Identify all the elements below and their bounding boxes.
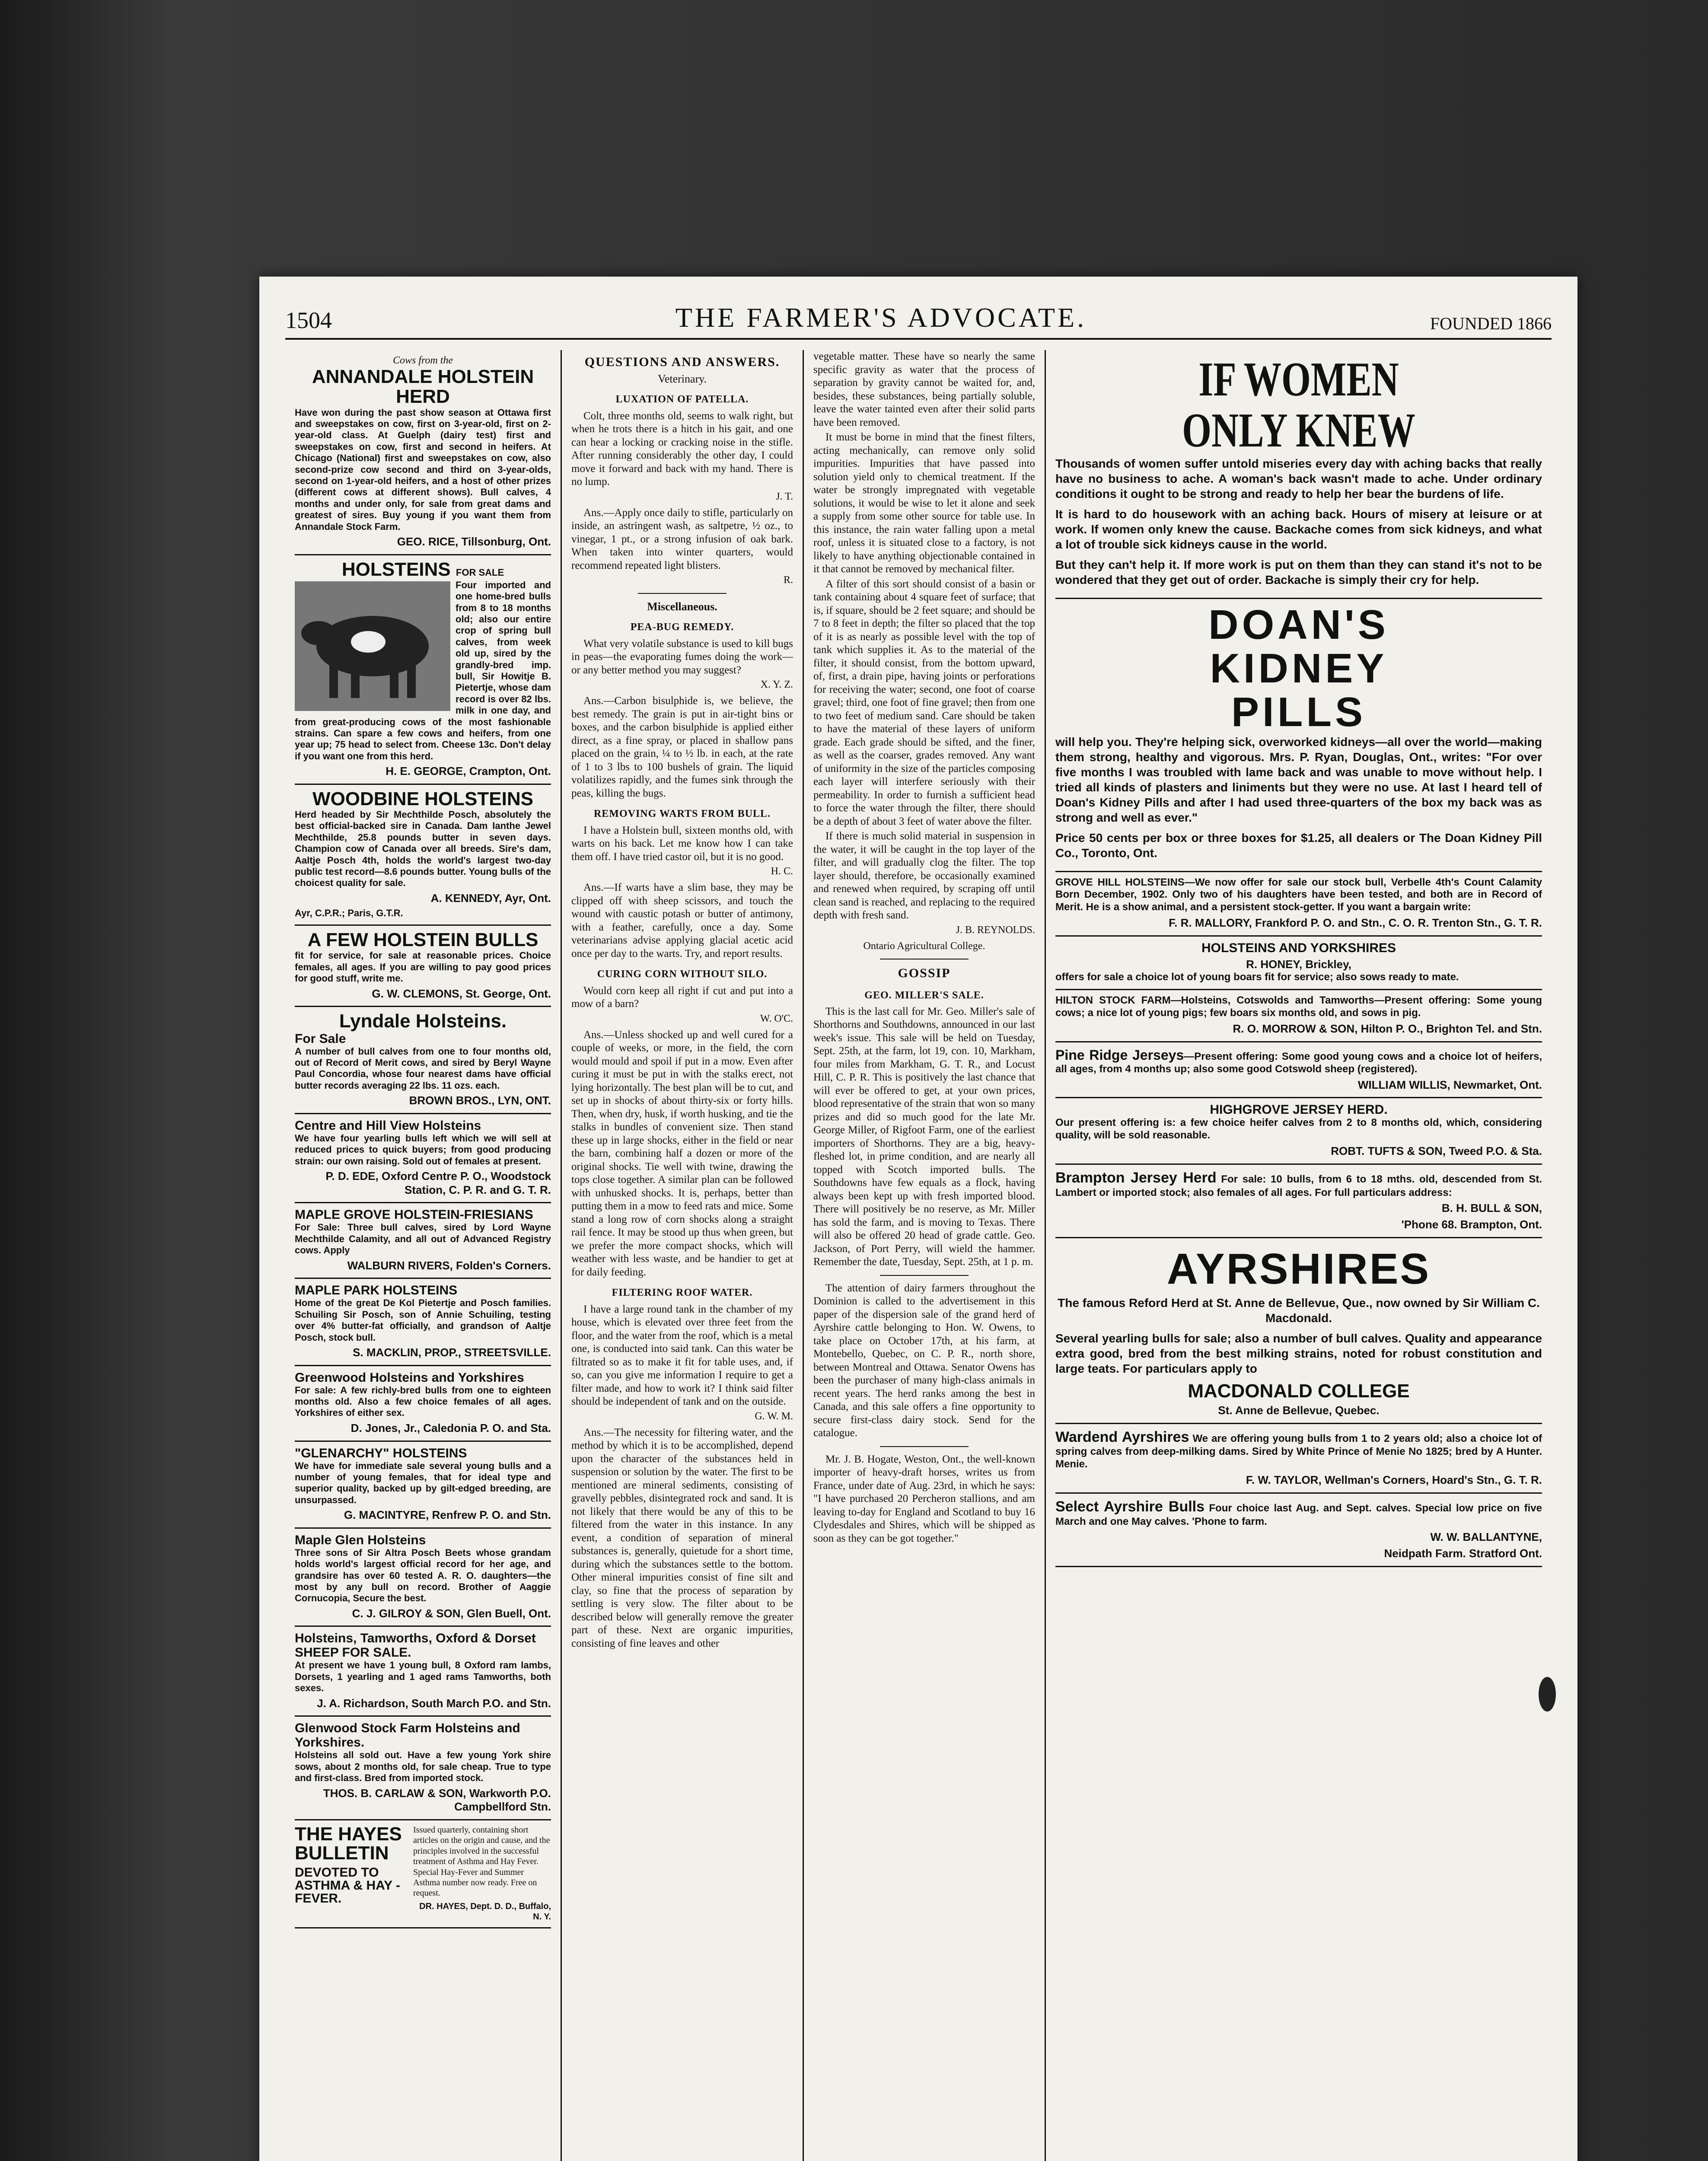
ad-body: GROVE HILL HOLSTEINS—We now offer for sale our stock bull, Verbelle 4th's Count Calamity Born December, 1902. Only two of his daughters have been tested, and both are in Record of Merit. He is a show animal, and a persistent stock-getter. If you want a bargain write: xyxy=(1055,876,1542,913)
article-answer: Ans.—If warts have a slim base, they may be clipped off with sheep scissors, and touch the wound with caustic potash or butter of antimony, with a feather, carefully, once a day. Some veterinarians advise applying glacial acetic acid once per day to the warts. Try, and report results. xyxy=(571,882,793,959)
ad-title: MAPLE GROVE HOLSTEIN-FRIESIANS xyxy=(295,1208,533,1222)
ad-signature: MACDONALD COLLEGE xyxy=(1188,1380,1410,1402)
ad-signature: WALBURN RIVERS, Folden's Corners. xyxy=(347,1259,551,1272)
ad-signature: A. KENNEDY, Ayr, Ont. xyxy=(430,891,551,905)
ad-body: Four imported and one home-bred bulls from 8 to 18 months old; also our entire crop of spring bull calves, from week old up, sired by the grandly-bred imp. bull, Sir Howitje B. Pietertje, whose dam record is over 82 lbs. milk in one day, and from great-producing cows of the most fashionable strains. Can spare a few cows and heifers, from one year up; 75 head to select from. Cheese 13c. Don't delay if you want one from this herd. xyxy=(295,579,551,762)
ad-body: HILTON STOCK FARM—Holsteins, Cotswolds and Tamworths—Present offering: Some young cows; a nice lot of young pigs; few boars six months old, and sows in pig. xyxy=(1055,994,1542,1019)
ad-headline: KIDNEY xyxy=(1210,645,1388,692)
ad-signature-2: St. Anne de Bellevue, Quebec. xyxy=(1218,1403,1380,1417)
ad-body: At present we have 1 young bull, 8 Oxford ram lambs, Dorsets, 1 yearling and 1 aged rams Tamworths, both sexes. xyxy=(295,1660,551,1694)
article-answer: Ans.—The necessity for filtering water, and the method by which it is to be accomplished, depend upon the character of the substances held in suspension or solution by the water. The first to be mentioned are mineral sediments, consisting of gravelly pebbles, disintegrated rock and sand. It is not likely that there would be any of this to be filtered from the water in this instance. In any event, a condition of separation of mineral substances is, generally, quietude for a short time, during which the substances settle to the bottom. Other mineral impurities consist of fine silt and clay, so fine that the process of separation by settling is very slow. The filter about to be described below will generally remove the greater part of these. Next are organic impurities, consisting of fine leaves and other xyxy=(571,1426,793,1649)
ad-subtitle: DEVOTED TO ASTHMA & HAY - FEVER. xyxy=(295,1865,400,1906)
ad-grove-hill xyxy=(1055,872,1542,937)
ad-body: Our present offering is: a few choice heifer calves from 2 to 8 months old, which, considering quality, will be sold reasonable. xyxy=(1055,1117,1542,1141)
ad-annandale xyxy=(295,350,551,555)
scan-hole-mark xyxy=(1539,1677,1556,1712)
ad-signature: BROWN BROS., LYN, ONT. xyxy=(409,1094,551,1107)
ad-body: will help you. They're helping sick, overworked kidneys—all over the world—making them strong, healthy and vigorous. Mrs. P. Ryan, Douglas, Ont., writes: "For over five months I was troubled with lame back and was unable to move without help. I tried all kinds of plasters and liniments but they were no use. At last I heard tell of Doan's Kidney Pills and after I had used three-quarters of the box my back was as strong and well as ever." xyxy=(1055,735,1542,824)
ad-signature: W. W. BALLANTYNE, xyxy=(1430,1530,1542,1544)
ad-signature: F. W. TAYLOR, Wellman's Corners, Hoard's Stn., G. T. R. xyxy=(1246,1473,1542,1487)
article-paragraph: Mr. J. B. Hogate, Weston, Ont., the well-known importer of heavy-draft horses, writes us from France, under date of Aug. 23rd, in which he says: "I have purchased 20 Percheron stallions, and am leaving to-day for England and Scotland to buy 16 Clydesdales and Shires, which will be shipped as soon as they can be got together." xyxy=(813,1453,1035,1544)
ad-signature: WILLIAM WILLIS, Newmarket, Ont. xyxy=(1357,1078,1542,1091)
ad-signature: G. W. CLEMONS, St. George, Ont. xyxy=(372,987,551,1000)
ad-body: But they can't help it. If more work is put on them than they can stand it's not to be wondered that they get out of order. Backache is simply their cry for help. xyxy=(1055,558,1542,587)
ad-if-women-only-knew xyxy=(1055,350,1542,599)
cow-illustration-icon xyxy=(295,581,450,711)
ad-title: "GLENARCHY" HOLSTEINS xyxy=(295,1446,467,1460)
article-question: I have a large round tank in the chamber of my house, which is elevated over three feet from the floor, and the water from the roof, which is a metal one, is conducted into said tank. Can this water be filtrated so as to make it fit for table uses, and, if so, can you give me information I require to get a filter made, and how to work it? I think said filter should be independent of tank and on the outside. xyxy=(571,1303,793,1408)
article-title: LUXATION OF PATELLA. xyxy=(615,394,749,405)
article-paragraph: vegetable matter. These have so nearly the same specific gravity as water that the process of separation by gravity cannot be waited for, and, besides, these substances, being partially soluble, leave the water tainted even after their solid parts have been removed. xyxy=(813,351,1035,428)
ad-subtitle: For Sale xyxy=(295,1031,346,1046)
ad-honey xyxy=(1055,937,1542,991)
ad-signature: R. O. MORROW & SON, Hilton P. O., Brighton Tel. and Stn. xyxy=(1233,1022,1542,1035)
article-question: Colt, three months old, seems to walk right, but when he trots there is a hitch in his gait, and one can hear a locking or cracking noise in the stifle. After running considerably the other day, I could move it forward and back with my hand. There is no lump. xyxy=(571,410,793,488)
ad-signature-2: Ayr, C.P.R.; Paris, G.T.R. xyxy=(295,908,403,919)
ad-maple-glen xyxy=(295,1529,551,1627)
article-answer: Ans.—Unless shocked up and well cured for a couple of weeks, or more, in the field, the corn would mould and spoil if put in a mow. Even after curing it must be put in with the stalks erect, not lying horizontally. The best plan will be to cut, and set up in shocks of about thirty-six or forty hills. Then, when dry, husk, if worth husking, and tie the stalks in bundles of convenient size. Then stand these up in large shocks, either in the field or near the barn, combining half a dozen or more of the original shocks. Tie well with twine, drawing the tops close together. A similar plan can be followed with unhusked shocks. It is, perhaps, better than putting them in a mow to feed rats and mice. Some stand a long row of corn shocks along a straight rail fence. It may be stood up thus when green, but we prefer the more compact shocks, which will weather with less waste, and be handier to get at for daily feeding. xyxy=(571,1029,793,1278)
ad-headline: AYRSHIRES xyxy=(1166,1244,1431,1293)
columns xyxy=(285,350,1552,2161)
ad-signature: THOS. B. CARLAW & SON, Warkworth P.O. Campbellford Stn. xyxy=(323,1786,551,1814)
ad-hayes-bulletin xyxy=(295,1820,551,1929)
ad-body: Three sons of Sir Altra Posch Beets whose grandam holds world's largest official record for her age, and grandsire has over 60 tested A. R. O. daughters—the most by any bull on record. Brother of Aaggie Cornucopia, Secure the best. xyxy=(295,1547,551,1604)
ad-signature-2: 'Phone 68. Brampton, Ont. xyxy=(1401,1218,1542,1231)
ad-signature: H. E. GEORGE, Crampton, Ont. xyxy=(386,765,551,778)
ad-title: Centre and Hill View Holsteins xyxy=(295,1118,481,1133)
hayes-title-block xyxy=(295,1825,407,1922)
ad-holsteins-for-sale xyxy=(295,555,551,785)
ad-signature: GEO. RICE, Tillsonburg, Ont. xyxy=(397,535,551,548)
ad-body: offers for sale a choice lot of young boars fit for service; also sows ready to mate. xyxy=(1055,971,1459,983)
ad-kicker: Cows from the xyxy=(392,355,453,366)
divider xyxy=(638,593,727,594)
ad-body: Thousands of women suffer untold miseries every day with aching backs that really have no business to ache. A woman's back wasn't made to ache. Under ordinary conditions it ought to be strong and ready to help her bear the burdens of life. xyxy=(1055,457,1542,501)
ad-headline: IF WOMEN xyxy=(1198,353,1399,406)
ad-few-bulls xyxy=(295,926,551,1007)
ad-kicker: The famous Reford Herd at St. Anne de Bellevue, Que., now owned by Sir William C. Macdonald. xyxy=(1058,1296,1540,1325)
ad-title: A FEW HOLSTEIN BULLS xyxy=(307,929,539,951)
ad-pine-ridge xyxy=(1055,1042,1542,1099)
section-subtitle: Veterinary. xyxy=(657,372,707,385)
ad-body: A number of bull calves from one to four months old, out of Record of Merit cows, and sired by Beryl Wayne Paul Concordia, whose four nearest dams have official butter records averaging 22 lbs. 11 ozs. each. xyxy=(295,1045,551,1091)
article-signature: G. W. M. xyxy=(755,1410,793,1422)
ad-title: Lyndale Holsteins. xyxy=(339,1010,507,1032)
column-4-ads xyxy=(1046,350,1552,2161)
ad-title: HOLSTEINS FOR SALE xyxy=(341,558,504,580)
ad-body: We have for immediate sale several young bulls and a number of young females, that for ideal type and superior quality, backed up by gilt-edged breeding, are unsurpassed. xyxy=(295,1460,551,1505)
ad-body: For sale: A few richly-bred bulls from one to eighteen months old. Also a few choice females of all ages. Yorkshires of either sex. xyxy=(295,1384,551,1418)
ad-body: fit for service, for sale at reasonable prices. Choice females, all ages. If you are willing to pay good prices for good stuff, write me. xyxy=(295,950,551,984)
article-question: Would corn keep all right if cut and put into a mow of a barn? xyxy=(571,985,793,1010)
section-title: GOSSIP xyxy=(898,966,951,981)
ad-doans-kidney-pills xyxy=(1055,599,1542,872)
article-answer: Ans.—Apply once daily to stifle, particularly on inside, an astringent wash, as saltpetre, ½ oz., to vinegar, 1 pt., or a strong infusion of oak bark. When taken into winter quarters, would recommend repeated light blisters. xyxy=(571,507,793,571)
ad-lyndale xyxy=(295,1007,551,1114)
ad-title: MAPLE PARK HOLSTEINS xyxy=(295,1283,458,1298)
ad-body: Select Ayrshire Bulls Four choice last Aug. and Sept. calves. Special low price on five March and one May calves. 'Phone to farm. xyxy=(1055,1498,1542,1527)
article-signature: R. xyxy=(783,574,793,586)
ad-headline: PILLS xyxy=(1231,688,1366,735)
article-paragraph: It must be borne in mind that the finest filters, acting mechanically, can remove only solid impurities. Impurities that have passed into solution yield only to chemical treatment. If the water be strongly impregnated with vegetable solutions, it would be wise to let it alone and seek a supply from some other source for table use. In this instance, the rain water falling upon a metal roof, unless it is situated close to a factory, is not likely to have anything objectionable contained in it that cannot be removed by mechanical filter. xyxy=(813,431,1035,575)
ad-body: Price 50 cents per box or three boxes for $1.25, all dealers or The Doan Kidney Pill Co., Toronto, Ont. xyxy=(1055,831,1542,860)
article-signature: X. Y. Z. xyxy=(760,679,793,691)
page-header xyxy=(285,292,1552,340)
ad-body: Have won during the past show season at Ottawa first and sweepstakes on cow, first on 3-year-old, first on 2-year-old class. At Guelph (dairy test) first and sweepstakes on cow, first and second in heifers. At Chicago (National) first and sweepstakes on cow, also second-prize cow second and third on 3-year-olds, second on 1-year-old heifers, and a host of other prizes (different cows at different shows). Bull calves, 4 months and under only, for sale from great dams and greatest of sires. Buy young if you want them from Annandale Stock Farm. xyxy=(295,407,551,532)
ad-signature: R. HONEY, Brickley, xyxy=(1246,957,1351,971)
ad-glenarchy xyxy=(295,1442,551,1529)
column-2-questions xyxy=(562,350,804,2161)
article-signature: H. C. xyxy=(771,866,793,877)
article-answer: Ans.—Carbon bisulphide is, we believe, the best remedy. The grain is put in air-tight bins or boxes, and the carbon bisulphide is applied either direct, as a fine spray, or placed in shallow pans placed on the grain, ¼ to ½ lb. in each, at the rate of 1 to 3 lbs to 100 bushels of grain. The liquid volatilizes rapidly, and the fumes sink through the peas, killing the bugs. xyxy=(571,695,793,799)
article-paragraph: A filter of this sort should consist of a basin or tank containing about 4 square feet of surface; that is, if square, should be 2 feet square; and should be 7 to 8 feet in depth; the filter so placed that the top of it is as nearly as possible level with the top of tank which supplies it. As to the material of the filter, it should consist, from the bottom upward, of, first, a drain pipe, having joints or perforations for receiving the water; second, one foot of coarse gravel; third, one foot of fine gravel; then from one to two feet of medium sand. Care should be taken to have the material of these layers of uniform grade. Each grade should be sifted, and the finer, as well as the coarser, grades removed. Any want of uniformity in the size of the particles composing each layer will interfere seriously with their permeability. In order to furnish a sufficient head to force the water through the filter, there should be a depth of about 3 feet of water above the filter. xyxy=(813,578,1035,827)
ad-signature: G. MACINTYRE, Renfrew P. O. and Stn. xyxy=(344,1508,551,1522)
ad-body: For Sale: Three bull calves, sired by Lord Wayne Mechthilde Calamity, and all out of Advanced Registry cows. Apply xyxy=(295,1222,551,1256)
ad-body: Holsteins all sold out. Have a few young York shire sows, about 2 months old, for sale cheap. True to type and first-class. Bred from imported stock. xyxy=(295,1750,551,1784)
ad-headline: ONLY KNEW xyxy=(1182,403,1415,457)
article-question: What very volatile substance is used to kill bugs in peas—the evaporating fumes doing the work—or any better method you may suggest? xyxy=(571,637,793,676)
article-affiliation: Ontario Agricultural College. xyxy=(863,940,985,952)
article-signature: J. T. xyxy=(776,491,793,502)
column-1-ads xyxy=(285,350,562,2161)
ad-body: Brampton Jersey Herd For sale: 10 bulls, from 6 to 18 mths. old, descended from St. Lambert or imported stock; also females of all ages. For full particulars address: xyxy=(1055,1169,1542,1198)
ad-body: Pine Ridge Jerseys—Present offering: Some good young cows and a choice lot of heifers, all ages, from 4 months up; also some good Cotswold sheep (registered). xyxy=(1055,1047,1542,1075)
ad-title: Maple Glen Holsteins xyxy=(295,1533,426,1547)
ad-title: Glenwood Stock Farm Holsteins and Yorkshires. xyxy=(295,1721,520,1750)
article-title: PEA-BUG REMEDY. xyxy=(630,622,734,633)
ad-signature: S. MACKLIN, PROP., STREETSVILLE. xyxy=(353,1345,551,1359)
ad-signature: F. R. MALLORY, Frankford P. O. and Stn., C. O. R. Trenton Stn., G. T. R. xyxy=(1169,916,1542,929)
page-number: 1504 xyxy=(285,307,332,333)
ad-signature: P. D. EDE, Oxford Centre P. O., Woodstock Station, C. P. R. and G. T. R. xyxy=(325,1170,551,1196)
article-signature: J. B. REYNOLDS. xyxy=(956,924,1035,936)
ad-centre-hill xyxy=(295,1114,551,1204)
ad-signature: ROBT. TUFTS & SON, Tweed P.O. & Sta. xyxy=(1331,1144,1542,1158)
ad-signature: DR. HAYES, Dept. D. D., Buffalo, N. Y. xyxy=(419,1901,551,1922)
ad-body: Issued quarterly, containing short articles on the origin and cause, and the principles involved in the successful treatment of Asthma and Hay Fever. Special Hay-Fever and Summer Asthma number now ready. Free on request. xyxy=(413,1825,550,1898)
ad-greenwood xyxy=(295,1366,551,1442)
ad-brampton xyxy=(1055,1165,1542,1238)
hayes-text-block xyxy=(413,1825,551,1922)
article-title: REMOVING WARTS FROM BULL. xyxy=(593,808,771,820)
column-3-articles xyxy=(804,350,1046,2161)
ad-body: Wardend Ayrshires We are offering young bulls from 1 to 2 years old; also a choice lot of spring calves from deep-milking dams. Sired by White Prince of Menie No 1825; bred by A Hunter. Menie. xyxy=(1055,1428,1542,1470)
ad-wardend xyxy=(1055,1424,1542,1494)
ad-highgrove xyxy=(1055,1098,1542,1164)
ad-signature: B. H. BULL & SON, xyxy=(1441,1202,1542,1215)
ad-tamworths xyxy=(295,1627,551,1717)
ad-signature: C. J. GILROY & SON, Glen Buell, Ont. xyxy=(352,1606,551,1620)
article-signature: W. O'C. xyxy=(760,1013,793,1024)
article-title: CURING CORN WITHOUT SILO. xyxy=(597,969,768,980)
ad-body: We have four yearling bulls left which we will sell at reduced prices to quick buyers; from good producing strain: our own raising. Sold out of females at present. xyxy=(295,1132,551,1167)
ad-title: ANNANDALE HOLSTEIN HERD xyxy=(312,366,534,408)
newspaper-page xyxy=(259,277,1577,2161)
article-paragraph: The attention of dairy farmers throughout the Dominion is called to the advertisement in this paper of the dispersion sale of the grand herd of Ayrshire cattle belonging to Hon. W. Owens, to take place on October 17th, at his farm, at Montebello, Quebec, on C. P. R., north shore, between Montreal and Ottawa. Senator Owens has been the purchaser of many high-class animals in recent years. The herd ranks among the best in Canada, and this sale offers a fine opportunity to secure first-class dairy stock. Send for the catalogue. xyxy=(813,1282,1035,1439)
ad-signature: D. Jones, Jr., Caledonia P. O. and Sta. xyxy=(351,1421,551,1434)
article-title: GEO. MILLER'S SALE. xyxy=(864,989,984,1001)
ad-body: It is hard to do housework with an aching back. Hours of misery at leisure or at work. If women only knew the cause. Backache comes from sick kidneys, and what a lot of trouble sick kidneys cause in the world. xyxy=(1055,507,1542,551)
ad-body: Home of the great De Kol Pietertje and Posch families. Schuiling Sir Posch, son of Annie Schuiling, testing over 4% butter-fat officially, and grandson of Aaltje Posch, stock bull. xyxy=(295,1297,551,1343)
founded-year: FOUNDED 1866 xyxy=(1430,314,1552,333)
ad-signature-2: Neidpath Farm. Stratford Ont. xyxy=(1384,1547,1542,1560)
ad-title: Holsteins, Tamworths, Oxford & Dorset SHEEP FOR SALE. xyxy=(295,1631,536,1660)
ad-body: Several yearling bulls for sale; also a number of bull calves. Quality and appearance extra good, bred from the best milking strains, noted for robust constitution and large teats. For particulars apply to xyxy=(1055,1331,1542,1375)
article-title: FILTERING ROOF WATER. xyxy=(612,1287,753,1299)
ad-title: Greenwood Holsteins and Yorkshires xyxy=(295,1370,524,1385)
article-question: I have a Holstein bull, sixteen months old, with warts on his back. Let me know how I can take them off. I have tried castor oil, but it is no good. xyxy=(571,824,793,863)
ad-signature: J. A. Richardson, South March P.O. and Stn. xyxy=(317,1696,551,1710)
ad-title: HIGHGROVE JERSEY HERD. xyxy=(1210,1103,1388,1117)
ad-hilton xyxy=(1055,990,1542,1042)
ad-title: HOLSTEINS AND YORKSHIRES xyxy=(1201,940,1396,955)
ad-select-ayrshire xyxy=(1055,1494,1542,1567)
section-title: QUESTIONS AND ANSWERS. xyxy=(584,355,780,369)
ad-woodbine xyxy=(295,785,551,926)
ad-ayrshires xyxy=(1055,1238,1542,1424)
ad-glenwood xyxy=(295,1717,551,1820)
ad-headline: DOAN'S xyxy=(1208,602,1389,648)
ad-maple-grove xyxy=(295,1203,551,1279)
ad-title: THE HAYES BULLETIN xyxy=(295,1823,402,1864)
section-subtitle: Miscellaneous. xyxy=(647,600,717,613)
article-paragraph: This is the last call for Mr. Geo. Miller's sale of Shorthorns and Southdowns, announced in our last week's issue. This sale will be held on Tuesday, Sept. 25th, at the farm, lot 19, con. 10, Markham, four miles from Markham, G. T. R., and Locust Hill, C. P. R. This is positively the last chance that will ever be offered to get, at your own prices, blood representative of the strain that won so many prizes and did so much good for the late Mr. George Miller, of Rigfoot Farm, one of the earliest importers of Shorthorns. They are a big, heavy-fleshed lot, in prime condition, and are nearly all topped with Scotch imported bulls. The Southdowns have few equals as a flock, having always been kept up with fresh imported blood. There will positively be no reserve, as Mr. Miller has sold the farm, and is moving to Texas. There will also be offered 20 head of grade cattle. Geo. Jackson, of Port Perry, will wield the hammer. Remember the date, Tuesday, Sept. 25th, at 1 p. m. xyxy=(813,1005,1035,1268)
ad-title: WOODBINE HOLSTEINS xyxy=(312,788,533,810)
ad-maple-park xyxy=(295,1279,551,1366)
masthead-title: THE FARMER'S ADVOCATE. xyxy=(675,302,1087,333)
divider xyxy=(880,1446,969,1447)
ad-body: Herd headed by Sir Mechthilde Posch, absolutely the best official-backed sire in Canada. Dam Ianthe Jewel Mechthilde, 25.8 pounds butter in seven days. Champion cow of Canada over all breeds. Sire's dam, Aaltje Posch 4th, holds the world's largest two-day public test record—8.6 pounds butter. Young bulls of the choicest quality for sale. xyxy=(295,809,551,889)
article-paragraph: If there is much solid material in suspension in the water, it will be caught in the top layer of the filter, and will gradually clog the filter. The top layer should, therefore, be occasionally examined and renewed when required, by scraping off until clean sand is reached, and replacing to the required depth with fresh sand. xyxy=(813,830,1035,921)
divider xyxy=(880,1275,969,1276)
